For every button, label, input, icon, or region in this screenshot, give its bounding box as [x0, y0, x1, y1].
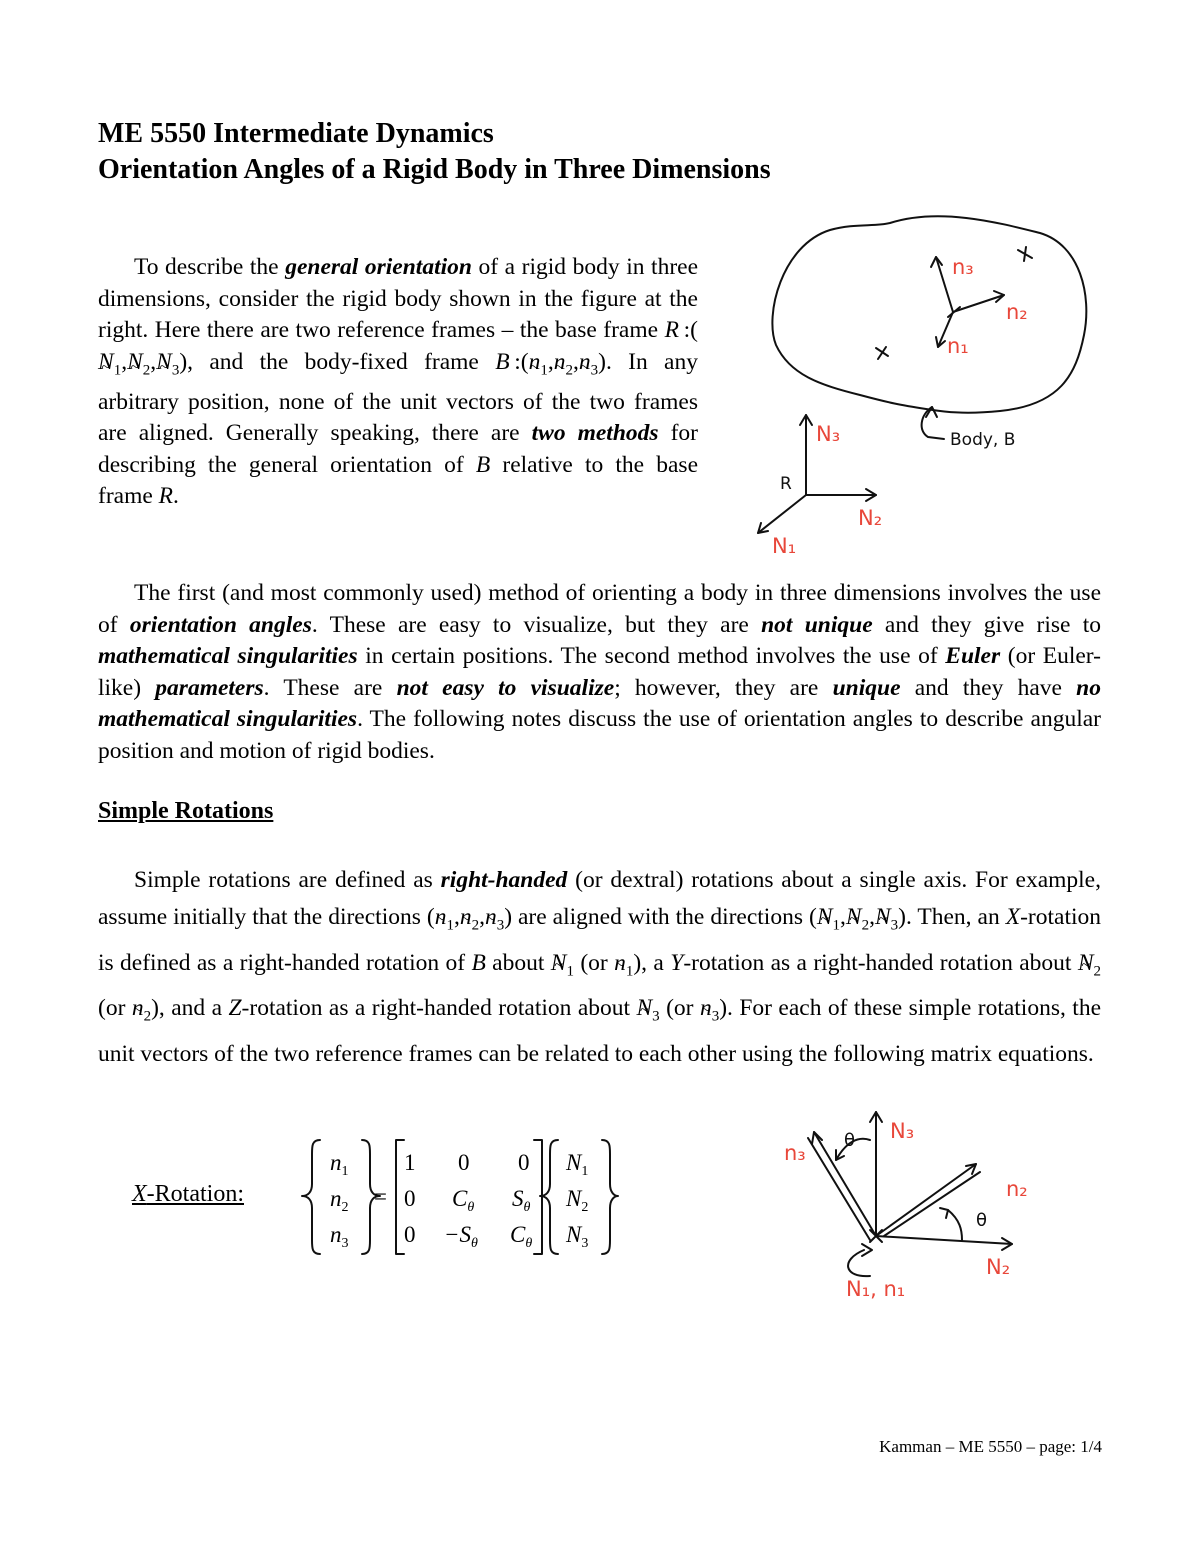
equals-sign: =: [374, 1184, 387, 1209]
theta-label-upper: θ: [844, 1130, 856, 1151]
N2-axis: [876, 1236, 1012, 1244]
vec-n3: $n_3$: [330, 1222, 349, 1251]
left-brace-open: [302, 1140, 320, 1254]
cross-mark-lower: [876, 347, 888, 359]
m23: $S_\theta$: [512, 1186, 531, 1215]
section-heading: Simple Rotations: [98, 798, 274, 824]
intro-paragraph: To describe the general orientation of a rigid body in three dimensions, consider the rigid body shown in the figure at the right. Here there are two reference frames – the base frame R :(N $\sim_1,N$ $\sim_2,N$ $\sim_3$), and the body-fixed frame B :(n $\sim_1,n$ $\sim_2,n$ $\sim_3$). In any arbitrary position, none of the unit vectors of the two frames are aligned. Generally speaking, there are two methods for describing the general orientation of B relative to the base frame R.: [98, 252, 698, 513]
n2-label: n₂: [1006, 300, 1028, 324]
matrix-bracket-left: [396, 1140, 404, 1254]
vec-N1: $N_1$: [566, 1150, 589, 1179]
n3-label: n₃: [952, 255, 974, 279]
simple-rotations-paragraph: Simple rotations are defined as right-handed (or dextral) rotations about a single axis. For example, assume initially that the directions (n $\sim_1,n$ $\sim_2,n$ $\sim_3$) are aligned with the directions (N $\sim_1,N$ $\sim_2,N$ $\sim_3$). Then, an X-rotation is defined as a right-handed rotation of B about N $\sim_1$ (or n $\sim_1$), a Y-rotation as a right-handed rotation about N $\sim_2$ (or n $\sim_2$), and a Z-rotation as a right-handed rotation about N $\sim_3$ (or n $\sim_3$). For each of these simple rotations, the unit vectors of the two reference frames can be related to each other using the following matrix equations.: [98, 862, 1101, 1073]
theta-arc-lower-arrowhead: [940, 1208, 948, 1218]
m12: 0: [458, 1150, 470, 1175]
x-rotation-label: X-Rotation:: [132, 1181, 244, 1207]
N2-label: N₂: [858, 506, 883, 530]
body-outline: [772, 216, 1086, 412]
n3-label: n₃: [784, 1141, 806, 1165]
rigid-body-figure: [740, 205, 1100, 565]
document-subtitle: Orientation Angles of a Rigid Body in Three Dimensions: [98, 154, 771, 185]
m21: 0: [404, 1186, 416, 1211]
right-brace-close: [602, 1140, 618, 1254]
n2-axis: [876, 1164, 976, 1236]
theta-label-lower: θ: [976, 1210, 988, 1231]
document-title: ME 5550 Intermediate Dynamics: [98, 118, 494, 149]
n2-axis-double: [884, 1172, 980, 1236]
cross-mark-upper: [1018, 247, 1032, 261]
vec-n2: $n_2$: [330, 1186, 349, 1215]
N1-label: N₁: [772, 534, 797, 558]
page-footer: Kamman – ME 5550 – page: 1/4: [879, 1437, 1102, 1456]
N1-n1-label: N₁, n₁: [846, 1277, 906, 1301]
n3-axis: [936, 257, 953, 312]
m11: 1: [404, 1150, 416, 1175]
body-origin-mark: [948, 307, 960, 317]
methods-paragraph: The first (and most commonly used) method of orienting a body in three dimensions involves the use of orientation angles. These are easy to visualize, but they are not unique and they give rise to mathematical singularities in certain positions. The second method involves the use of Euler (or Euler-like) parameters. These are not easy to visualize; however, they are unique and they have no mathematical singularities. The following notes discuss the use of orientation angles to describe angular position and motion of rigid bodies.: [98, 580, 1101, 764]
N1-axis: [758, 495, 806, 533]
theta-arc-lower: [948, 1210, 962, 1240]
vec-N2: $N_2$: [566, 1186, 589, 1215]
N2-label: N₂: [986, 1255, 1011, 1279]
x-rotation-figure: [780, 1100, 1070, 1310]
N3-label: N₃: [816, 422, 841, 446]
m22: $C_\theta$: [452, 1186, 475, 1215]
vec-n1: $n_1$: [330, 1150, 349, 1179]
n1-label: n₁: [947, 334, 969, 358]
vec-N3: $N_3$: [566, 1222, 589, 1251]
m13: 0: [518, 1150, 530, 1175]
m31: 0: [404, 1222, 416, 1247]
m33: $C_\theta$: [510, 1222, 533, 1251]
body-label: Body, B: [950, 430, 1016, 450]
x-rotation-equation: [300, 1132, 620, 1262]
n2-label: n₂: [1006, 1177, 1028, 1201]
N3-label: N₃: [890, 1119, 915, 1143]
n2-axis: [953, 295, 1004, 312]
m32: $-S_\theta$: [444, 1222, 478, 1251]
R-label: R: [780, 474, 792, 494]
